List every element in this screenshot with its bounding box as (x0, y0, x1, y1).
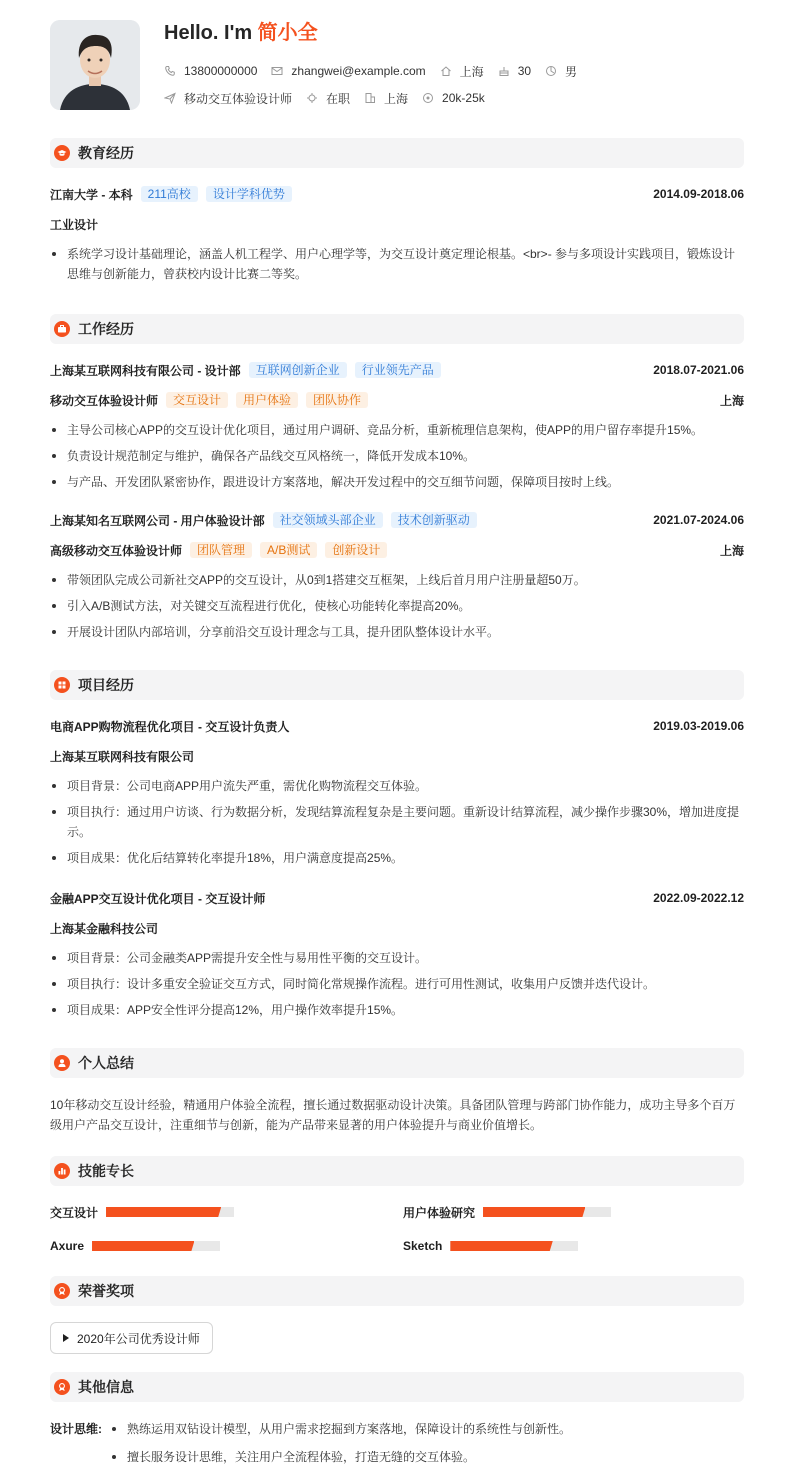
work-section-header (50, 314, 744, 344)
summary-title: 个人总结 (78, 1055, 134, 1071)
projects-title: 项目经历 (78, 677, 134, 693)
cake-icon (498, 65, 510, 77)
honor-item-toggle[interactable] (50, 1322, 213, 1354)
send-icon (164, 92, 176, 104)
project-date: 2022.09-2022.12 (653, 891, 744, 905)
resume-header (50, 20, 750, 110)
job-date: 2021.07-2024.06 (653, 513, 744, 527)
role-tag: 交互设计 (166, 392, 228, 408)
position-item (164, 90, 292, 107)
job-intent-row (164, 89, 499, 107)
skill-bar (450, 1241, 578, 1251)
list-item: 负责设计规范制定与维护，确保各产品线交互风格统一，降低开发成本10%。 (50, 446, 744, 466)
other-title: 其他信息 (78, 1379, 134, 1395)
list-item: 项目执行：通过用户访谈、行为数据分析，发现结算流程复杂是主要问题。重新设计结算流程，减少操作步骤30%，增加进度提示。 (50, 802, 744, 842)
company-tag: 行业领先产品 (355, 362, 441, 378)
list-item: 开展设计团队内部培训，分享前沿交互设计理念与工具，提升团队整体设计水平。 (50, 622, 744, 642)
other-section-header (50, 1372, 744, 1402)
list-item: 项目执行：设计多重安全验证交互方式，同时简化常规操作流程。进行可用性测试，收集用户反馈并迭代设计。 (50, 974, 744, 994)
company-name: 上海某互联网科技有限公司 - 设计部 (50, 363, 241, 378)
skill-name: Sketch (403, 1239, 443, 1253)
greeting-heading (164, 20, 318, 46)
skill-name: 用户体验研究 (403, 1205, 476, 1220)
email-item (271, 64, 425, 78)
list-item: 引入A/B测试方法，对关键交互流程进行优化，使核心功能转化率提高20%。 (50, 596, 744, 616)
skills-title: 技能专长 (78, 1163, 134, 1179)
status-text: 在职 (326, 91, 351, 106)
job-role-row (50, 391, 744, 409)
project-company-row (50, 747, 744, 765)
list-item: 项目成果：APP安全性评分提高12%，用户操作效率提升15%。 (50, 1000, 744, 1020)
list-item: 与产品、开发团队紧密协作，跟进设计方案落地，解决开发过程中的交互细节问题，保障项目按时上线。 (50, 472, 744, 492)
candidate-name: 简小全 (257, 22, 318, 44)
phone-text: 13800000000 (184, 64, 258, 78)
role-tag: 用户体验 (236, 392, 298, 408)
honors-section-header (50, 1276, 744, 1306)
list-item: 项目背景：公司金融类APP需提升安全性与易用性平衡的交互设计。 (50, 948, 744, 968)
medal-icon (54, 1283, 70, 1299)
list-item: 项目背景：公司电商APP用户流失严重，需优化购物流程交互体验。 (50, 776, 744, 796)
job-company-row (50, 361, 744, 379)
project-name: 电商APP购物流程优化项目 - 交互设计负责人 (50, 719, 290, 734)
role-tag: 团队管理 (190, 542, 252, 558)
briefcase-icon (54, 321, 70, 337)
education-title: 教育经历 (78, 145, 134, 161)
project-bullets (50, 776, 744, 868)
gender-text: 男 (565, 64, 578, 79)
project-company: 上海某互联网科技有限公司 (50, 749, 195, 764)
education-tag: 211高校 (141, 186, 198, 202)
project-bullets (50, 948, 744, 1020)
building-icon (364, 92, 376, 104)
list-item: 熟练运用双钻设计模型，从用户需求挖掘到方案落地，保障设计的系统性与创新性。 (110, 1419, 744, 1439)
age-item (498, 64, 531, 78)
status-icon (306, 92, 318, 104)
company-name: 上海某知名互联网公司 - 用户体验设计部 (50, 513, 265, 528)
education-date: 2014.09-2018.06 (653, 187, 744, 201)
summary-text: 10年移动交互设计经验，精通用户体验全流程，擅长通过数据驱动设计决策。具备团队管理与跨部门协作能力，成功主导多个百万级用户产品交互设计，注重细节与创新，能为产品带来显著的用户体验提升与商业价值增长。 (50, 1098, 736, 1132)
job-company-row (50, 511, 744, 529)
triangle-right-icon (63, 1334, 69, 1342)
skill-bar-fill (450, 1241, 552, 1251)
skill-bar (106, 1207, 234, 1217)
school-name: 江南大学 - 本科 (50, 187, 133, 202)
skill-bar-fill (106, 1207, 221, 1217)
job-location: 上海 (719, 543, 744, 558)
company-tag: 社交领域头部企业 (273, 512, 383, 528)
list-item: 系统学习设计基础理论，涵盖人机工程学、用户心理学等，为交互设计奠定理论根基。<br>- 参与多项设计实践项目，锻炼设计思维与创新能力，曾获校内设计比赛二等奖。 (50, 244, 744, 284)
salary-text: 20k-25k (442, 91, 485, 105)
city-item (440, 63, 484, 80)
email-text: zhangwei@example.com (291, 64, 426, 78)
job-bullets (50, 570, 744, 642)
skill-bar (92, 1241, 220, 1251)
education-section-header (50, 138, 744, 168)
list-item: 擅长服务设计思维，关注用户全流程体验，打造无缝的交互体验。 (110, 1447, 744, 1467)
project-name: 金融APP交互设计优化项目 - 交互设计师 (50, 891, 266, 906)
medal-icon (54, 1379, 70, 1395)
job-bullets (50, 420, 744, 492)
skills-section-header (50, 1156, 744, 1186)
honors-title: 荣誉奖项 (78, 1283, 134, 1299)
home-icon (440, 65, 452, 77)
other-bullets (110, 1419, 744, 1475)
job-role: 高级移动交互体验设计师 (50, 543, 183, 558)
work-title: 工作经历 (78, 321, 134, 337)
phone-item (164, 64, 257, 78)
contact-row (164, 62, 591, 80)
projects-section-header (50, 670, 744, 700)
greeting-text: Hello. I'm (164, 22, 258, 44)
summary-section-header (50, 1048, 744, 1078)
project-company-row (50, 919, 744, 937)
work-city-text: 上海 (384, 91, 409, 106)
skill-bar-fill (483, 1207, 585, 1217)
skill-item (50, 1237, 220, 1255)
city-text: 上海 (459, 64, 484, 79)
mail-icon (271, 65, 283, 77)
list-item: 主导公司核心APP的交互设计优化项目，通过用户调研、竞品分析，重新梳理信息架构，使APP的用户留存率提升15%。 (50, 420, 744, 440)
work-city-item (364, 90, 408, 107)
graduation-cap-icon (54, 145, 70, 161)
project-row (50, 717, 744, 735)
money-icon (422, 92, 434, 104)
role-tag: 团队协作 (306, 392, 368, 408)
user-icon (54, 1055, 70, 1071)
project-company: 上海某金融科技公司 (50, 921, 159, 936)
skill-item (403, 1203, 611, 1221)
list-item: 项目成果：优化后结算转化率提升18%，用户满意度提高25%。 (50, 848, 744, 868)
age-text: 30 (517, 64, 532, 78)
skill-bar-fill (92, 1241, 194, 1251)
job-role-row (50, 541, 744, 559)
skill-bar (483, 1207, 611, 1217)
skill-item (403, 1237, 578, 1255)
education-tag: 设计学科优势 (206, 186, 292, 202)
gender-icon (545, 65, 557, 77)
major-name: 工业设计 (50, 217, 99, 232)
list-item: 带领团队完成公司新社交APP的交互设计，从0到1搭建交互框架，上线后首月用户注册量超50万。 (50, 570, 744, 590)
honor-label: 2020年公司优秀设计师 (77, 1331, 200, 1346)
skill-name: 交互设计 (50, 1205, 99, 1220)
education-row (50, 185, 744, 203)
phone-icon (164, 65, 176, 77)
gender-item (545, 63, 577, 80)
project-date: 2019.03-2019.06 (653, 719, 744, 733)
role-tag: 创新设计 (325, 542, 387, 558)
grid-icon (54, 677, 70, 693)
skill-item (50, 1203, 234, 1221)
status-item (306, 90, 350, 107)
job-location: 上海 (719, 393, 744, 408)
job-role: 移动交互体验设计师 (50, 393, 159, 408)
company-tag: 技术创新驱动 (391, 512, 477, 528)
job-date: 2018.07-2021.06 (653, 363, 744, 377)
education-bullets (50, 244, 744, 284)
position-text: 移动交互体验设计师 (184, 91, 293, 106)
project-row (50, 889, 744, 907)
company-tag: 互联网创新企业 (249, 362, 347, 378)
avatar (50, 20, 140, 110)
avatar-portrait-icon (50, 20, 140, 110)
other-label: 设计思维: (50, 1422, 102, 1436)
skill-name: Axure (50, 1239, 85, 1253)
major-row (50, 215, 744, 233)
role-tag: A/B测试 (260, 542, 317, 558)
salary-item (422, 91, 485, 105)
bar-chart-icon (54, 1163, 70, 1179)
